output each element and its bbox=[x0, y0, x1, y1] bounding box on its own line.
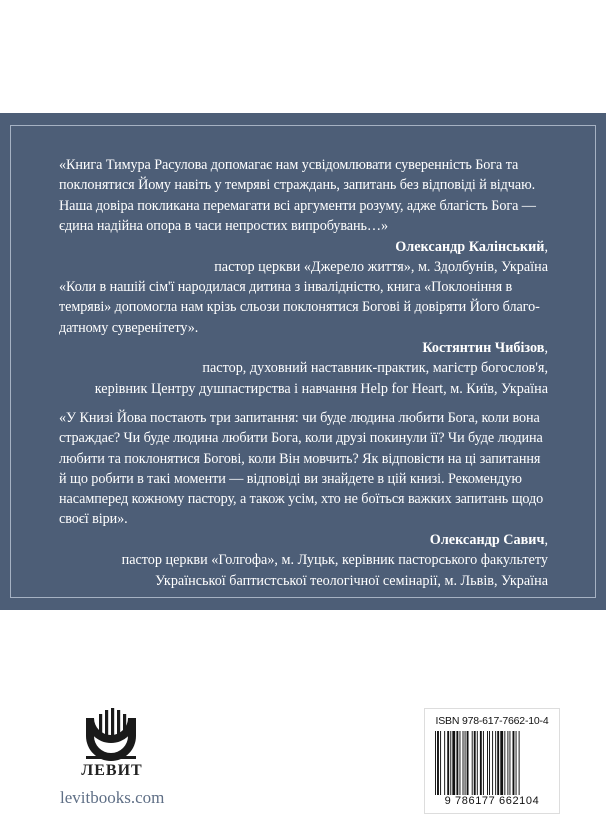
quote-1-author-comma: , bbox=[544, 239, 548, 255]
quote-1-text: «Книга Тимура Расулова допомагає нам усвідомлювати суверенність Бога та поклонятися Йому навіть у темряві страждань, запитань без відповіді й відчаю. Наша довіра покликана перемагати всі аргументи розуму, адже благість Бога — єдина надійна опора в часи непростих випробувань…» bbox=[59, 157, 536, 234]
quote-2-author: Костянтин Чибізов bbox=[422, 340, 545, 356]
quote-2-attribution bbox=[28, 338, 548, 399]
barcode-icon bbox=[433, 731, 551, 797]
quote-1-attribution bbox=[28, 237, 548, 278]
quote-3-author: Олександр Савич bbox=[429, 532, 545, 548]
publisher-website[interactable]: levitbooks.com bbox=[60, 788, 165, 807]
isbn-label: ISBN 978-617-7662-10-4 bbox=[435, 715, 549, 727]
publisher-name: ЛЕВИТ bbox=[81, 762, 143, 779]
quote-3-text: «У Книзі Йова постають три запитання: чи буде людина любити Бога, коли вона страждає? Чи буде людина любити Бога, коли друзі покинули її? Чи буде людина любити та поклонятися Богові, коли Він мовчить? Як відповісти на ці запитання й що робити в такі моменти — відповіді ви знайдете в цій книзі. Рекомендую насамперед кожному пастору, а також усім, хто не боїться важких запитань щодо своєї віри». bbox=[59, 410, 544, 528]
quote-2-author-description: пастор, духовний наставник-практик, магістр богослов'я, керівник Центру душпастирства і навчання Help for Heart, м. Київ, Україна bbox=[94, 360, 548, 397]
quote-1-author-description: пастор церкви «Джерело життя», м. Здолбунів, Україна bbox=[214, 259, 548, 276]
barcode-digits: 9 786177 662104 bbox=[444, 795, 540, 807]
levit-logo-icon bbox=[82, 708, 140, 762]
quote-3-author-comma: , bbox=[544, 532, 548, 548]
isbn-barcode-block bbox=[424, 708, 560, 814]
quote-2-author-comma: , bbox=[544, 340, 548, 356]
quote-3-author-description: пастор церкви «Голгофа», м. Луцьк, керівник пасторського факультету Української баптистської теологічної семінарії, м. Львів, Україна bbox=[121, 552, 548, 589]
quote-1-author: Олександр Калінський bbox=[395, 239, 545, 255]
quote-3-attribution bbox=[28, 530, 548, 591]
quote-2-text: «Коли в нашій сім'ї народилася дитина з інвалідністю, книга «Поклоніння в темряві» допомогла нам крізь сльози поклонятися Богові й довіряти Його благо- датному суверенітету». bbox=[59, 279, 540, 336]
